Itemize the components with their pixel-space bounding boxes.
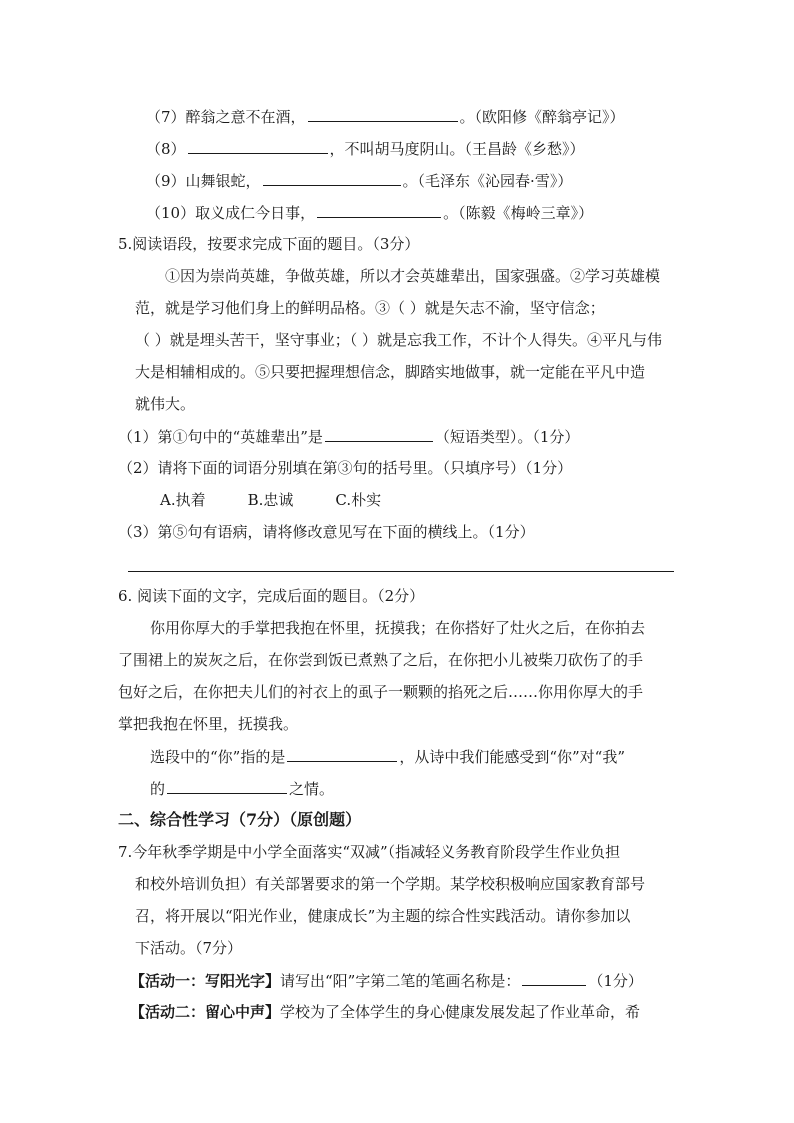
q7-activity-1 <box>130 970 643 991</box>
q5-sub1 <box>118 426 579 447</box>
answer-blank[interactable] <box>287 746 397 762</box>
q5-options <box>160 490 381 510</box>
option-c: C.朴实 <box>335 491 382 509</box>
answer-blank[interactable] <box>325 426 433 442</box>
q7-paragraph-line: 下活动。（7分） <box>135 939 243 957</box>
answer-blank[interactable] <box>167 778 287 794</box>
q5-paragraph-line: ①因为崇尚英雄，争做英雄，所以才会英雄辈出，国家强盛。②学习英雄模 <box>165 267 661 285</box>
option-a: A.执着 <box>160 491 206 509</box>
q6-answer2-prefix: 的 <box>150 780 166 798</box>
q7-paragraph-line: 和校外培训负担）有关部署要求的第一个学期。某学校积极响应国家教育部号 <box>135 875 646 893</box>
q4-line-9-text: （9）山舞银蛇， <box>146 172 261 190</box>
q6-paragraph-line: 了围裙上的炭灰之后，在你尝到饭已煮熟了之后，在你把小儿被柴刀砍伤了的手 <box>118 651 644 669</box>
q6-answer-line-2 <box>150 778 334 799</box>
q4-line-10-source: 。（陈毅《梅岭三章》） <box>443 204 594 222</box>
q6-paragraph-line: 包好之后，在你把夫儿们的衬衣上的虱子一颗颗的掐死之后……你用你厚大的手 <box>118 683 644 701</box>
q7-activity-2 <box>130 1002 640 1022</box>
answer-blank[interactable] <box>522 970 586 986</box>
option-b: B.忠诚 <box>247 491 294 509</box>
q4-line-8-num: （8） <box>146 140 186 158</box>
activity-1-text: 请写出“阳”字第二笔的笔画名称是： <box>280 972 521 990</box>
q6-answer2-suffix: 之情。 <box>289 780 335 798</box>
q5-paragraph-line: 大是相辅相成的。⑤只要把握理想信念，脚踏实地做事，就一定能在平凡中造 <box>135 363 646 381</box>
q5-sub3: （3）第⑤句有语病，请将修改意见写在下面的横线上。（1分） <box>118 523 535 541</box>
q5-sub2: （2）请将下面的词语分别填在第③句的括号里。（只填序号）（1分） <box>118 459 573 477</box>
q4-line-10 <box>146 202 593 223</box>
q5-paragraph-line: 就伟大。 <box>135 395 196 413</box>
q4-line-9-source: 。（毛泽东《沁园春·雪》） <box>402 172 573 190</box>
q6-answer-line-1 <box>150 746 625 767</box>
q6-paragraph-line: 你用你厚大的手掌把我抱在怀里，抚摸我；在你搭好了灶火之后，在你拍去 <box>150 619 646 637</box>
answer-blank[interactable] <box>263 170 401 186</box>
q6-title: 6. 阅读下面的文字，完成后面的题目。（2分） <box>118 587 425 605</box>
q7-paragraph-line: 7.今年秋季学期是中小学全面落实“双减”（指减轻义务教育阶段学生作业负担 <box>118 843 621 861</box>
answer-line[interactable] <box>128 571 674 572</box>
q6-answer-prefix: 选段中的“你”指的是 <box>150 748 286 766</box>
activity-1-score: （1分） <box>588 972 643 990</box>
section-heading: 二、综合性学习（7分）（原创题） <box>118 810 362 829</box>
activity-2-label: 【活动二：留心中声】 <box>130 1003 281 1021</box>
answer-blank[interactable] <box>317 202 441 218</box>
activity-1-label: 【活动一：写阳光字】 <box>130 972 281 990</box>
q4-line-8-text: ，不叫胡马度阴山。（王昌龄《乡愁》） <box>329 140 585 158</box>
q6-answer-suffix: ，从诗中我们能感受到“你”对“我” <box>399 748 626 766</box>
q6-paragraph-line: 掌把我抱在怀里，抚摸我。 <box>118 715 299 733</box>
q4-line-7-source: 。（欧阳修《醉翁亭记》） <box>459 108 625 126</box>
q5-paragraph-line: 范，就是学习他们身上的鲜明品格。③（ ）就是矢志不渝，坚守信念； <box>135 299 605 317</box>
answer-blank[interactable] <box>308 106 458 122</box>
q7-paragraph-line: 召，将开展以“阳光作业，健康成长”为主题的综合性实践活动。请你参加以 <box>135 907 631 925</box>
q4-line-9 <box>146 170 572 191</box>
q5-paragraph-line: （ ）就是埋头苦干，坚守事业；（ ）就是忘我工作，不计个人得失。④平凡与伟 <box>135 331 663 349</box>
q4-line-10-text: （10）取义成仁今日事， <box>146 204 316 222</box>
q4-line-7 <box>146 106 625 127</box>
answer-blank[interactable] <box>188 138 328 154</box>
q5-sub1-text: （1）第①句中的“英雄辈出”是 <box>118 428 323 446</box>
q5-title: 5.阅读语段，按要求完成下面的题目。（3分） <box>118 235 420 253</box>
q4-line-7-text: （7）醉翁之意不在酒， <box>146 108 306 126</box>
q5-sub1-score: （短语类型）。（1分） <box>434 428 580 446</box>
activity-2-text: 学校为了全体学生的身心健康发展发起了作业革命，希 <box>280 1003 641 1021</box>
q4-line-8 <box>146 138 585 159</box>
